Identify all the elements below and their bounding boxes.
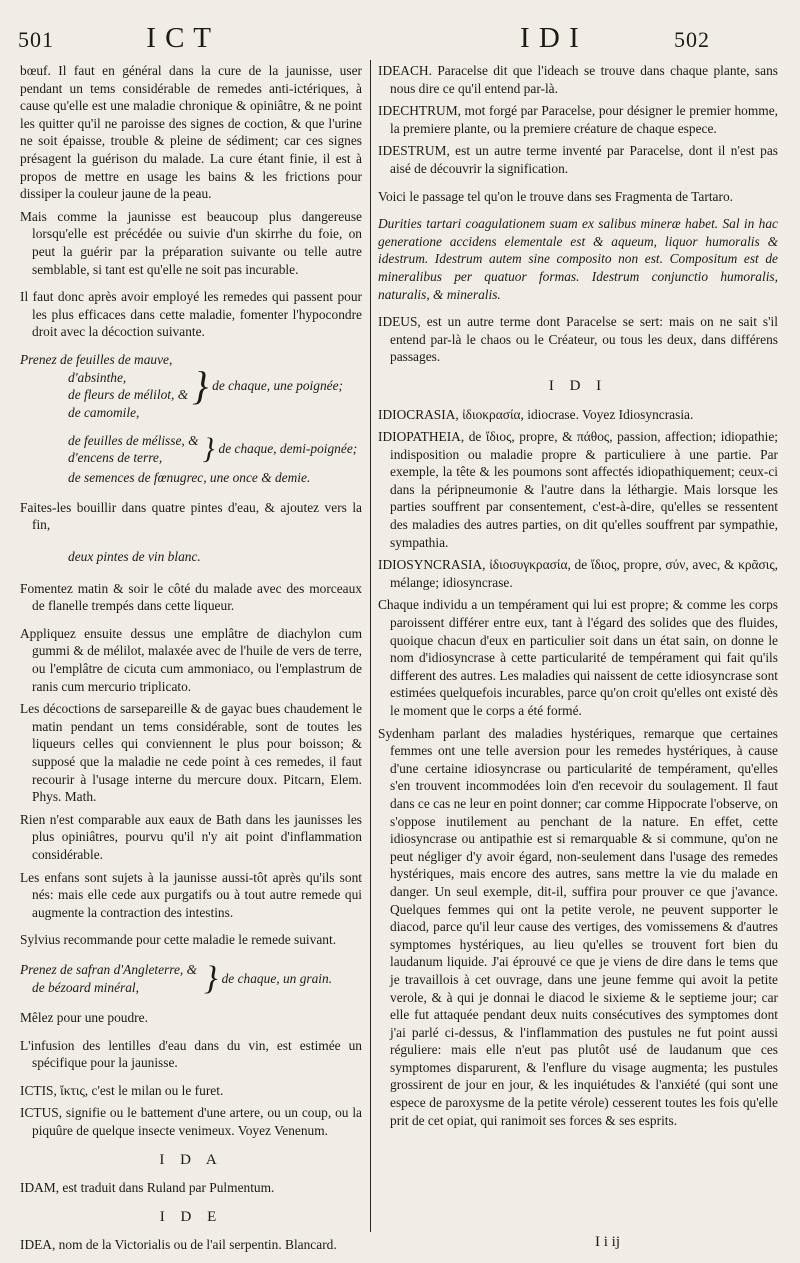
entry-idechtrum: IDECHTRUM, mot forgé par Paracelse, pour désigner le premier homme, la premiere plante, ou la premiere créature de chaque espece. (378, 103, 778, 136)
paragraph: Faites-les bouillir dans quatre pintes d'eau, & ajoutez vers la fin, (20, 499, 362, 533)
recipe-dose: de chaque, un grain. (221, 971, 333, 987)
recipe-dose: de chaque, demi-poignée; (218, 441, 358, 457)
paragraph: Voici le passage tel qu'on le trouve dans ses Fragmenta de Tartaro. (378, 188, 733, 204)
left-header (18, 22, 212, 55)
brace: } (192, 363, 209, 409)
paragraph: bœuf. Il faut en général dans la cure de la jaunisse, user pendant un tems considérable de remedes anti-ictériques, à cause qu'elle est une maladie chronique & opiniâtre, & ne point les quitter qu'il ne paroisse des signes de coction, & que l'urine ne soit épaisse, trouble & pleine de sédiment; car ces signes présagent la guérison du malade. La cure étant finie, il est à propos de mettre en usage les bains & les frictions pour dissiper la couleur jaune de la peau. (20, 63, 362, 202)
entry-idiopatheia: IDIOPATHEIA, de ἴδιος, propre, & πάθος, passion, affection; idiopathie; indisposition ou maladie propre & particuliere à une partie. Par exemple, la tête & les poumons sont affectés idiopathiquement; ceux-ci dans la péripneumonie & l'autre dans la léthargie. Mais lorsque les parties souffrent par consentement, c'est-à-dire, qu'elles se ressentent des maladies des autres parties, on dit qu'elles souffrent par sympathie, sympathia. (378, 429, 778, 550)
brace: } (202, 432, 215, 466)
recipe-line: de bézoard minéral, (32, 979, 139, 995)
recipe-line: de feuilles de mélisse, & (68, 432, 199, 448)
paragraph: Il faut donc après avoir employé les remedes qui passent pour les plus efficaces dans cette maladie, fomenter l'hypocondre droit avec la décoction suivante. (20, 289, 362, 340)
entry-ideach: IDEACH. Paracelse dit que l'ideach se trouve dans chaque plante, sans nous dire ce qu'il entend par-là. (378, 63, 778, 96)
recipe-dose: de chaque, une poignée; (212, 378, 344, 394)
paragraph: Mêlez pour une poudre. (20, 1009, 148, 1025)
recipe-line: d'absinthe, (68, 369, 127, 385)
entry-idestrum: IDESTRUM, est un autre terme inventé par Paracelse, dont il n'est pas aisé de découvrir la signification. (378, 143, 778, 176)
recipe-line: de camomile, (68, 404, 140, 420)
entry-ictis: ICTIS, ἴκτις, c'est le milan ou le furet. (20, 1082, 224, 1098)
recipe-line: Prenez de feuilles de mauve, (20, 351, 173, 367)
entry-ictus: ICTUS, signifie ou le battement d'une artere, ou un coup, ou la piquûre de quelque insecte venimeux. Voyez Venenum. (20, 1105, 362, 1138)
paragraph: Les décoctions de sarsepareille & de gayac bues chaudement le matin pendant un tems considérable, sont de toutes les liqueurs celles qui conviennent le plus pour boisson; & supposé que la maladie ne cede point à ces remedes, il faut recourir à l'usage interne du mercure doux. Pitcarn, Elem. Phys. Math. (20, 701, 362, 805)
paragraph: Appliquez ensuite dessus une emplâtre de diachylon cum gummi & de mélilot, malaxée avec de l'huile de vers de terre, ou l'emplâtre de cicuta cum ammoniaco, ou l'emplastrum de ranis cum mercurio triplicato. (20, 625, 362, 694)
left-column (20, 62, 362, 1259)
right-page-number: 502 (674, 27, 711, 52)
column-divider (370, 60, 371, 1232)
right-column (378, 62, 778, 1134)
paragraph: Mais comme la jaunisse est beaucoup plus dangereuse lorsqu'elle est précédée ou suivie d'un skirrhe du foie, on peut la guérir par la préparation suivante ou telle autre semblable, si tant est qu'elle ne soit pas incurable. (20, 208, 362, 277)
recipe-line: Prenez de safran d'Angleterre, & (20, 962, 198, 978)
paragraph: L'infusion des lentilles d'eau dans du vin, est estimée un spécifique pour la jaunisse. (20, 1037, 362, 1071)
left-page-number: 501 (18, 27, 54, 52)
entry-idam: IDAM, est traduit dans Ruland par Pulmentum. (20, 1180, 275, 1196)
right-running-title: I D I (520, 22, 580, 54)
recipe-block (68, 429, 362, 469)
left-running-title: I C T (146, 22, 212, 54)
entry-idea: IDEA, nom de la Victorialis ou de l'ail serpentin. Blancard. (20, 1237, 337, 1253)
brace: } (204, 959, 218, 997)
recipe-block (20, 959, 362, 999)
entry-idiocrasia: IDIOCRASIA, ἰδιοκρασία, idiocrase. Voyez Idiosyncrasia. (378, 406, 694, 422)
recipe-ingredients (20, 351, 188, 421)
paragraph: Rien n'est comparable aux eaux de Bath dans les jaunisses les plus opiniâtres, pourvu qu'il n'y ait point d'inflammation considérable. (20, 811, 362, 862)
right-header (520, 22, 710, 55)
latin-quotation: Durities tartari coagulationem suam ex salibus mineræ habet. Sal in hac generatione accidens elementale est & aqueum, liquor humoralis & idestrum. Idestrum autem sine composito non est. Compositum est de mineralibus per quatuor formas. Idestrum conjunctio humoralis, naturalis, & mineralis. (378, 216, 778, 302)
recipe-line: d'encens de terre, (68, 450, 163, 466)
signature-mark: I i ij (595, 1234, 620, 1250)
paragraph: Les enfans sont sujets à la jaunisse aussi-tôt après qu'ils sont nés: mais elle cede aux purgatifs ou à tout autre remede qui augmente la contraction des intestins. (20, 869, 362, 920)
section-heading-ida: I D A (159, 1151, 223, 1168)
recipe-ingredients (68, 432, 199, 467)
section-heading-idi: I D I (548, 377, 608, 394)
recipe-line: de semences de fœnugrec, une once & demie. (68, 470, 311, 486)
paragraph: Fomentez matin & soir le côté du malade avec des morceaux de flanelle trempés dans cette liqueur. (20, 580, 362, 614)
paragraph: Sydenham parlant des maladies hystériques, remarque que certaines femmes ont une telle aversion pour les remedes hystériques, à cause d'une certaine idiosyncrase ou particularité de tempérament, qu'elles s'en trouvent incommodées loin d'en recevoir du soulagement. Il faut dans ce cas ne leur en point donner; car comme Hippocrate l'observe, on s'oppose inutilement au penchant de la nature. En effet, cette idiosyncrase ou antipathie est si remarquable & si commune, qu'on ne peut négliger d'y avoir égard, non-seulement dans l'usage des remedes hystériques, mais encore des autres, sans mettre la vie du malade en danger. Un seul exemple, dit-il, suffira pour prouver ce que j'avance. Quelques femmes qui ont la petite verole, ne peuvent supporter le diacod, parce qu'il leur cause des vertiges, des vomissemens & d'autres symptomes hystériques, au lieu qu'elles se trouvent fort bien du laudanum liquide. J'ai éprouvé ce que je viens de dire dans le tems que je travaillois à cet ouvrage, dans une jeune femme qui avoit la petite verole, & à qui je donnai le diacod le sixieme & le septieme jour; car elle fut attaquée pendant deux nuits consécutives des symptomes dont j'ai parlé ci-dessus, & l'inflammation des pustules ne fut point aussi réguliere: mais elle n'eut pas plutôt usé de laudanum que ces symptomes disparurent, & l'enflure du visage augmenta; les pustules grossirent de jour en jour, & les inquiétudes & l'anxiété (qui sont une espece de paroxysme de la petite vérole) cesserent toutes les fois qu'elle prit de cet opiat, qui ranimoit ses forces & ses esprits. (378, 725, 778, 1128)
entry-ideus: IDEUS, est un autre terme dont Paracelse se sert: mais on ne sait s'il entend par-là le chaos ou le Créateur, ou tous les deux, dans différens passages. (378, 314, 778, 365)
recipe-line: de fleurs de mélilot, & (68, 387, 189, 403)
recipe-ingredients (20, 961, 200, 996)
paragraph: Sylvius recommande pour cette maladie le remede suivant. (20, 932, 337, 948)
paragraph: Chaque individu a un tempérament qui lui est propre; & comme les corps paroissent différer entre eux, tant à l'égard des solides que des fluides, quoique chacun d'eux en particulier soit dans un état sain, on donne le nom d'idiosyncrase à cette particularité de tempérament qui fait qu'ils different des autres. Les maladies qui naissent de cette idiosyncrase sont estimées quelquefois incurables, parce qu'on croit qu'elles ont existé dès le moment que le corps a été formé. (378, 597, 778, 718)
section-heading-ide: I D E (159, 1208, 223, 1225)
recipe-block (20, 351, 362, 421)
recipe-line: deux pintes de vin blanc. (68, 549, 201, 565)
entry-idiosyncrasia: IDIOSYNCRASIA, ἰδιοσυγκρασία, de ἴδιος, propre, σύν, avec, & κρᾶσις, mélange; idiosyncrase. (378, 557, 778, 590)
